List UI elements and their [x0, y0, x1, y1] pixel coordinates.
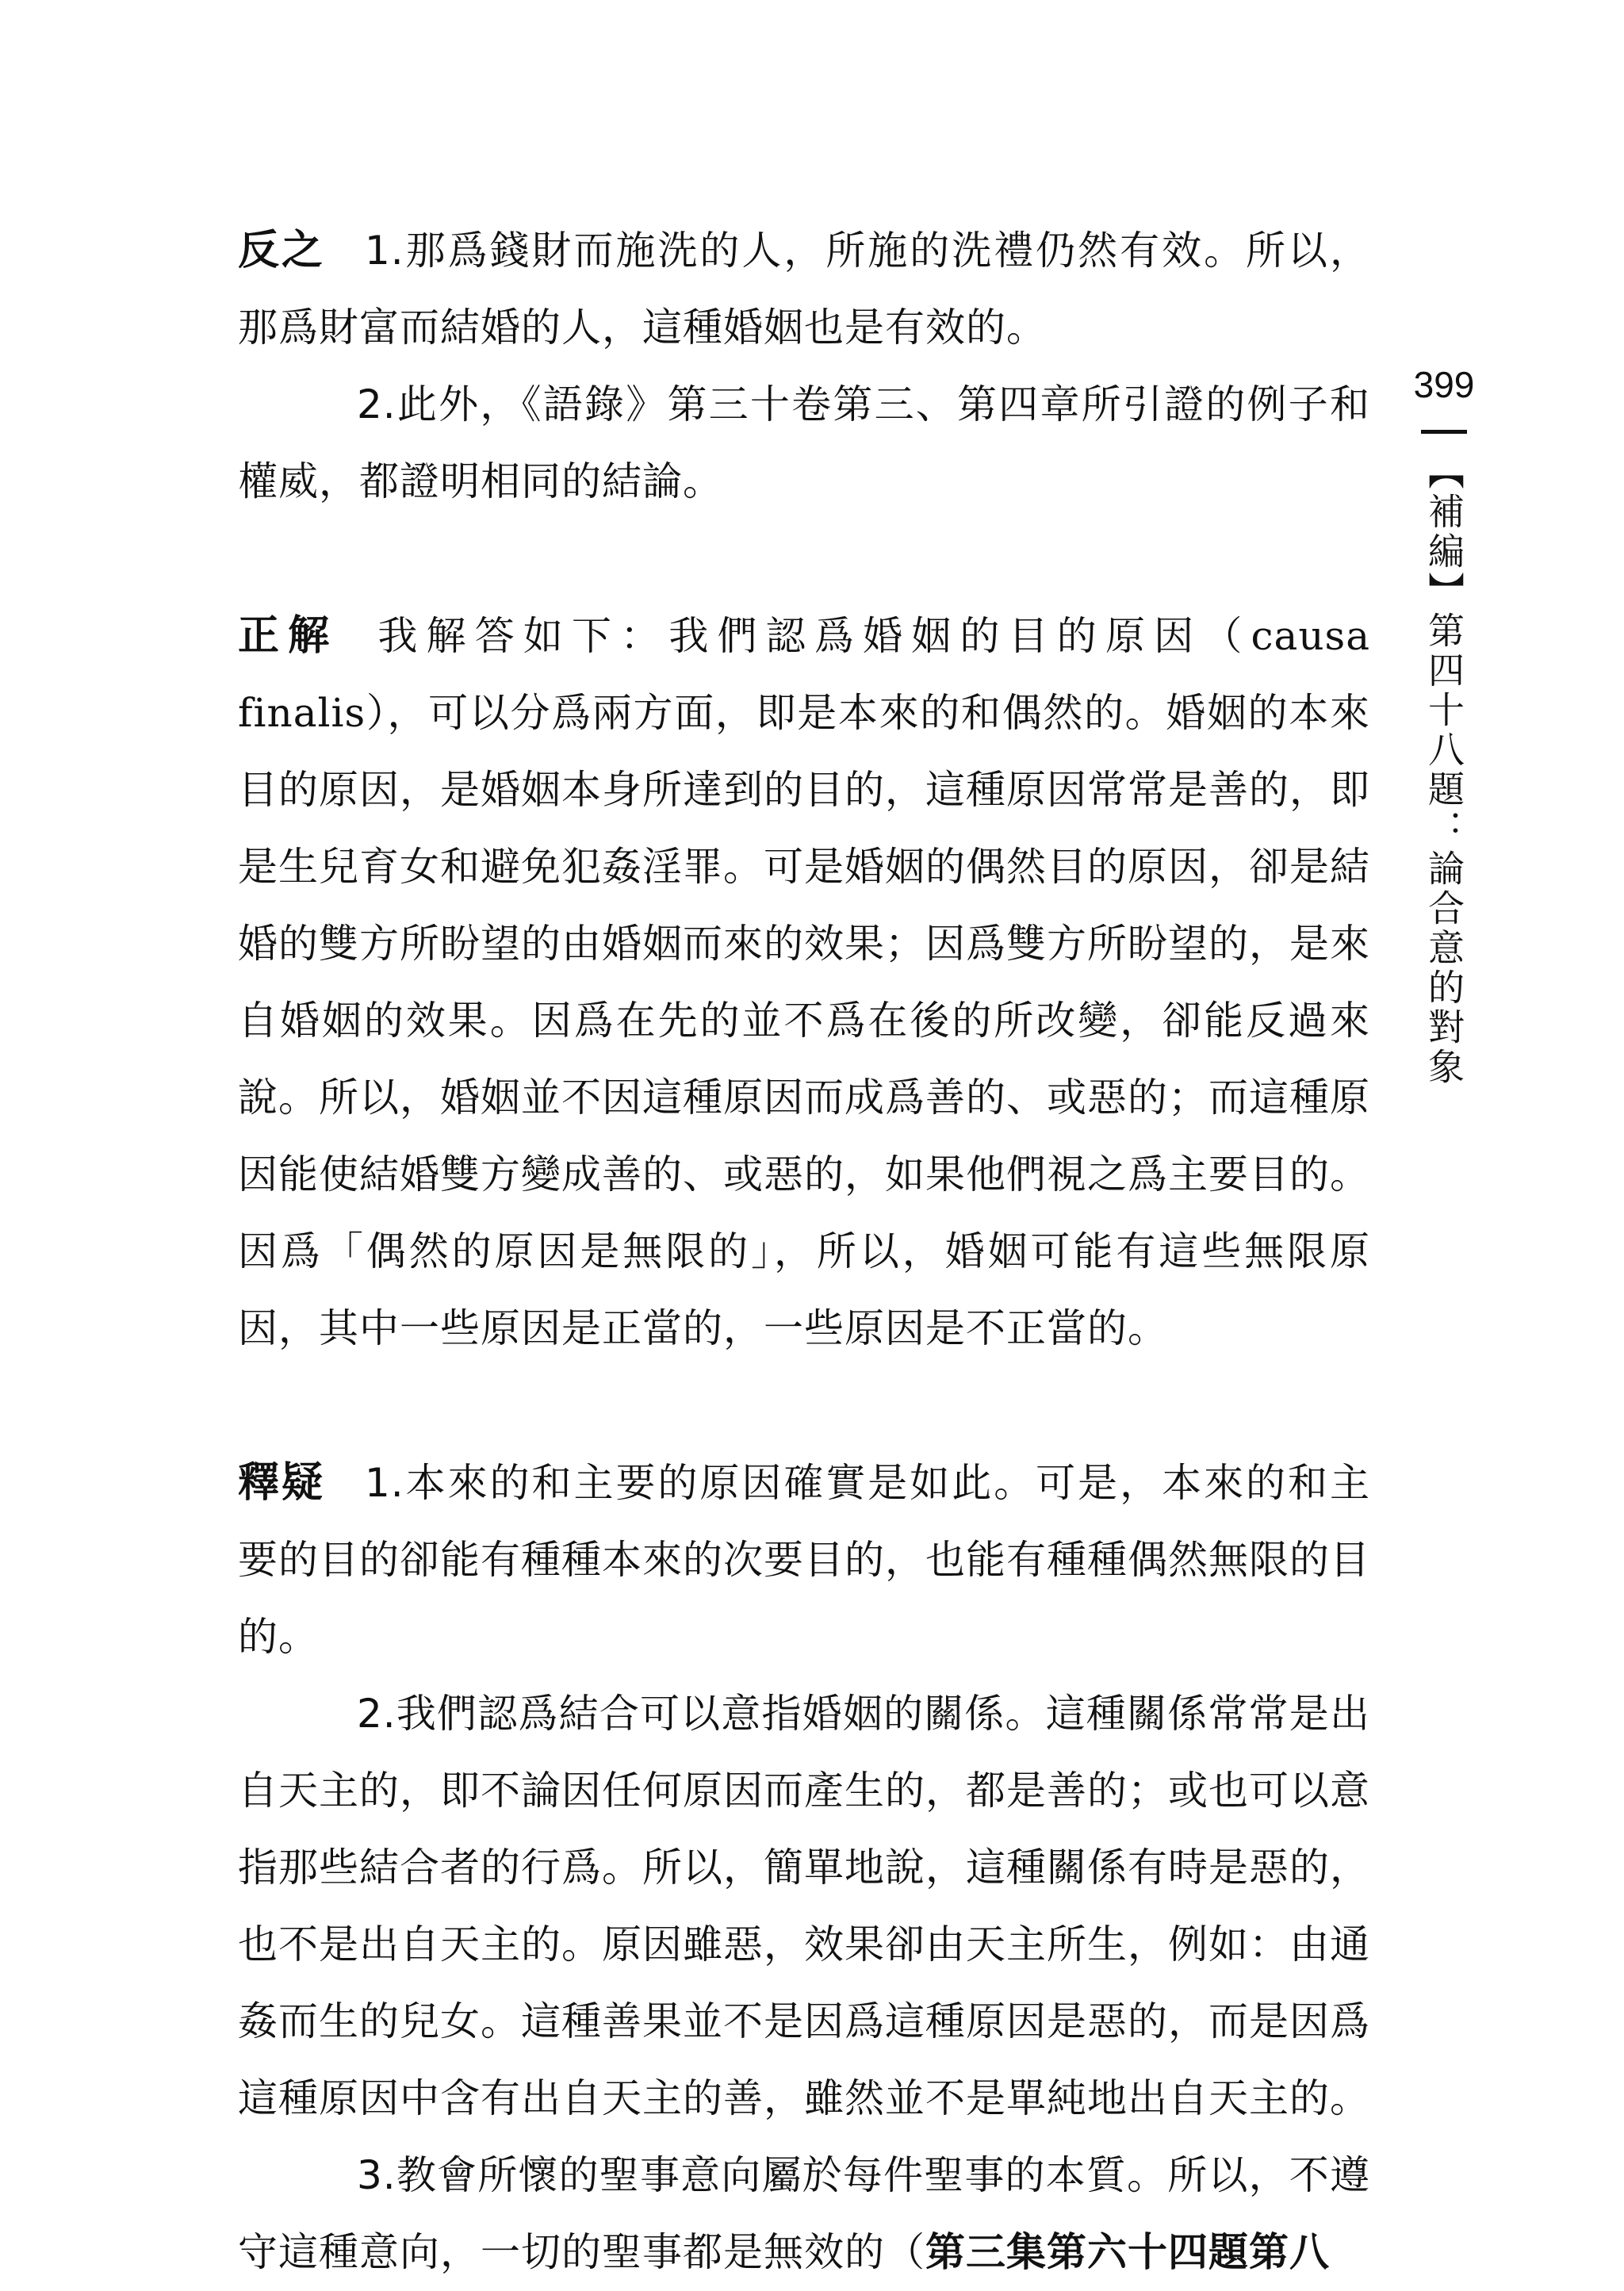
- contra-text-1: 1.那爲錢財而施洗的人，所施的洗禮仍然有效。所以，那爲財富而結婚的人，這種婚姻也是有效的。: [238, 228, 1370, 351]
- respondeo-paragraph: [238, 598, 1370, 1367]
- reply-text-3a: 3.教會所懷的聖事意向屬於每件聖事的本質。所以，不遵守這種意向，一切的聖事都是無效的（: [238, 2152, 1370, 2275]
- respondeo-label: 正解: [238, 612, 339, 660]
- section-gap: [238, 1367, 1370, 1445]
- reply-paragraph-2: 2.我們認爲結合可以意指婚姻的關係。這種關係常常是出自天主的，即不論因任何原因而產生的，都是善的；或也可以意指那些結合者的行爲。所以，簡單地說，這種關係有時是惡的，也不是出自天主的。原因雖惡，效果卻由天主所生，例如：由通姦而生的兒女。這種善果並不是因爲這種原因是惡的，而是因爲這種原因中含有出自天主的善，雖然並不是單純地出自天主的。: [238, 1691, 1370, 2121]
- page-number: 399: [1413, 364, 1475, 405]
- latin-term: causa finalis: [238, 613, 1370, 736]
- reply-paragraph-3: [238, 2137, 1370, 2291]
- contra-paragraph-1: [238, 213, 1370, 366]
- margin-header: [1408, 363, 1480, 1087]
- reply-paragraph-1: [238, 1445, 1370, 1676]
- section-contra: [238, 213, 1370, 520]
- section-replies: [238, 1445, 1370, 2291]
- reply-text-1: 1.本來的和主要的原因確實是如此。可是，本來的和主要的目的卻能有種種本來的次要目的，也能有種種偶然無限的目的。: [238, 1460, 1370, 1660]
- respondeo-text-a: 我解答如下：我們認爲婚姻的目的原因（: [377, 613, 1251, 659]
- reply-citation: 第三集第六十四題第八: [925, 2229, 1330, 2275]
- contra-label: 反之: [238, 227, 325, 274]
- section-respondeo: [238, 598, 1370, 1367]
- running-title: 【補編】第四十八題：論合意的對象: [1423, 453, 1465, 1087]
- respondeo-text-b: ），可以分爲兩方面，即是本來的和偶然的。婚姻的本來目的原因，是婚姻本身所達到的目的，這種原因常常是善的，即是生兒育女和避免犯姦淫罪。可是婚姻的偶然目的原因，卻是結婚的雙方所盼望的由婚姻而來的效果；因爲雙方所盼望的，是來自婚姻的效果。因爲在先的並不爲在後的所改變，卻能反過來說。所以，婚姻並不因這種原因而成爲善的、或惡的；而這種原因能使結婚雙方變成善的、或惡的，如果他們視之爲主要目的。因爲「偶然的原因是無限的」，所以，婚姻可能有這些無限原因，其中一些原因是正當的，一些原因是不正當的。: [238, 690, 1370, 1351]
- contra-paragraph-2: 2.此外，《語錄》第三十卷第三、第四章所引證的例子和權威，都證明相同的結論。: [238, 381, 1370, 504]
- body-text: [238, 213, 1370, 2291]
- header-rule: [1421, 430, 1467, 434]
- replies-label: 釋疑: [238, 1459, 325, 1507]
- section-gap: [238, 520, 1370, 598]
